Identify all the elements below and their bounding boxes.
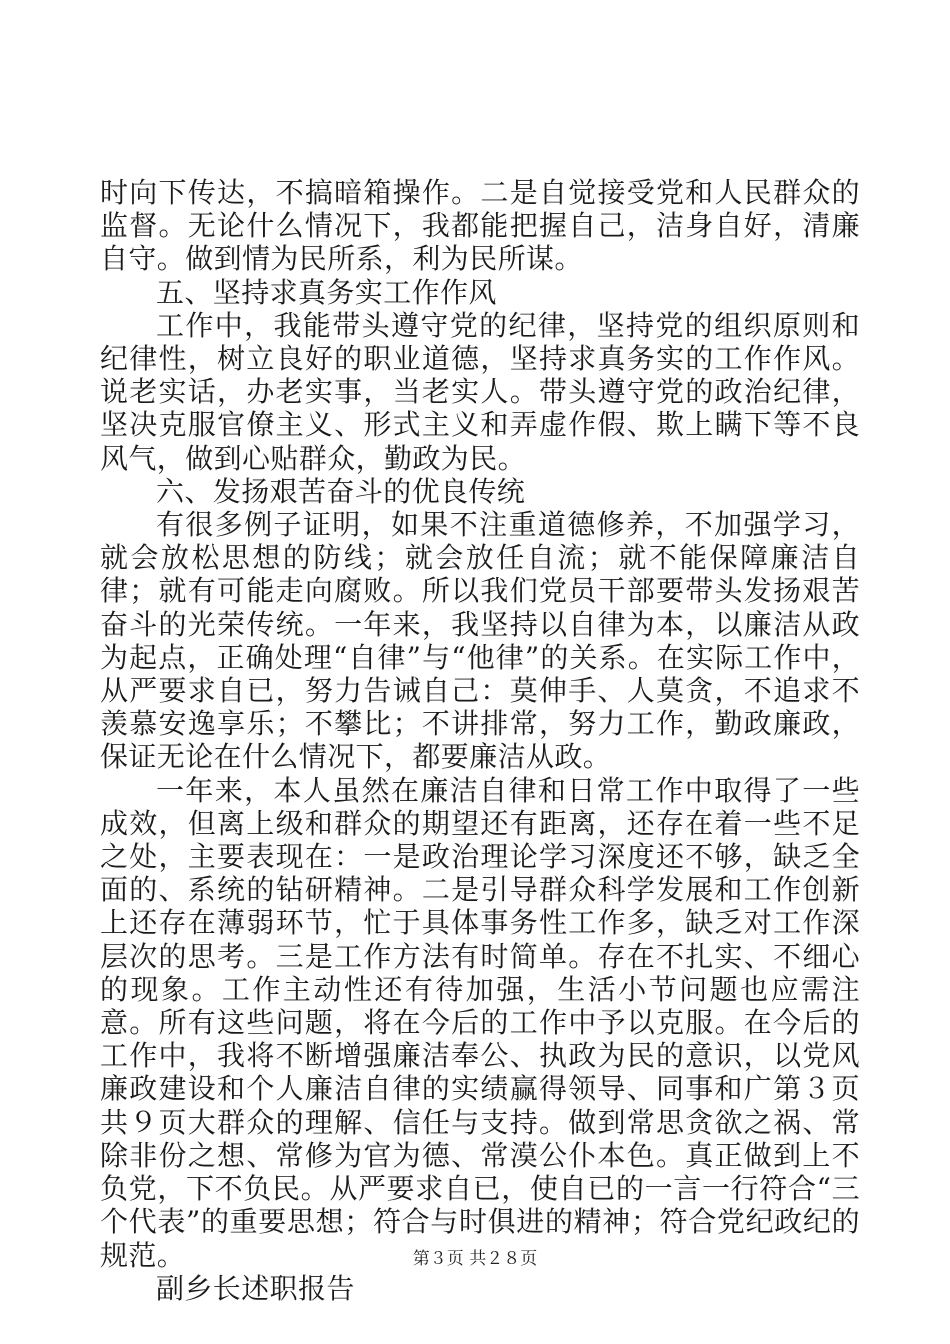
document-body [100,176,860,1305]
report-title: 副乡长述职报告 [156,1271,355,1305]
page-number-footer: 第３页 共２８页 [412,1249,538,1269]
paragraph-1: 时向下传达，不搞暗箱操作。二是自觉接受党和人民群众的监督。无论什么情况下，我都能把握自己，洁身自好，清廉自守。做到情为民所系，利为民所谋。 [100,176,860,276]
section-heading-6: 六、发扬艰苦奋斗的优良传统 [156,474,526,508]
section-heading-5: 五、坚持求真务实工作作风 [156,275,497,309]
paragraph-3: 有很多例子证明，如果不注重道德修养，不加强学习，就会放松思想的防线；就会放任自流；就不能保障廉洁自律；就有可能走向腐败。所以我们党员干部要带头发扬艰苦奋斗的光荣传统。一年来，我坚持以自律为本，以廉洁从政为起点，正确处理“自律”与“他律”的关系。在实际工作中，从严要求自已，努力告诫自己：莫伸手、人莫贪，不追求不羡慕安逸享乐；不攀比；不讲排常，努力工作，勤政廉政，保证无论在什么情况下，都要廉洁从政。 [100,508,860,774]
paragraph-4: 一年来，本人虽然在廉洁自律和日常工作中取得了一些成效，但离上级和群众的期望还有距离，还存在着一些不足之处，主要表现在：一是政治理论学习深度还不够，缺乏全面的、系统的钻研精神。二是引导群众科学发展和工作创新上还存在薄弱环节，忙于具体事务性工作多，缺乏对工作深层次的思考。三是工作方法有时简单。存在不扎实、不细心的现象。工作主动性还有待加强，生活小节问题也应需注意。所有这些问题，将在今后的工作中予以克服。在今后的工作中，我将不断增强廉洁奉公、执政为民的意识，以党风廉政建设和个人廉洁自律的实绩赢得领导、同事和广第３页共９页大群众的理解、信任与支持。做到常思贪欲之祸、常除非份之想、常修为官为德、常漠公仆本色。真正做到上不负党，下不负民。从严要求自已，使自已的一言一行符合“三个代表”的重要思想；符合与时俱进的精神；符合党纪政纪的规范。 [100,773,860,1272]
paragraph-2: 工作中，我能带头遵守党的纪律，坚持党的组织原则和纪律性，树立良好的职业道德，坚持求真务实的工作作风。说老实话，办老实事，当老实人。带头遵守党的政治纪律，坚决克服官僚主义、形式主义和弄虚作假、欺上瞒下等不良风气，做到心贴群众，勤政为民。 [100,308,860,475]
